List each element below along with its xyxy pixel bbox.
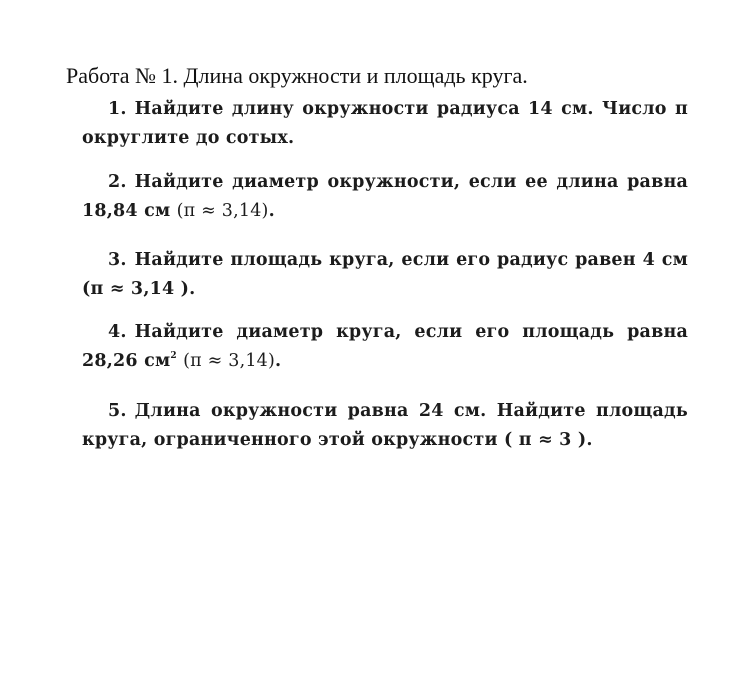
- pi-approximation: (π ≈ 3,14): [183, 351, 276, 371]
- task-text: Найдите площадь круга, если его радиус равен 4 см: [134, 250, 688, 270]
- task-number: 5.: [108, 401, 127, 421]
- task-number: 4.: [108, 322, 127, 342]
- task-number: 3.: [108, 250, 127, 270]
- task-item-1: [82, 95, 688, 153]
- task-item-5: [82, 397, 688, 455]
- page-title: Работа № 1. Длина окружности и площадь круга.: [66, 63, 528, 88]
- task-number: 1.: [108, 99, 127, 119]
- task-text: Длина окружности равна 24 см. Найдите площадь круга, ограниченного этой окружности: [82, 401, 688, 450]
- task-text: Найдите длину окружности радиуса 14 см. Число π округлите до сотых.: [82, 99, 688, 148]
- pi-approximation: (π ≈ 3,14): [176, 201, 269, 221]
- task-end: .: [268, 201, 275, 221]
- task-text: Найдите диаметр круга, если его площадь равна 28,26 см: [82, 322, 688, 371]
- task-item-3: [82, 246, 688, 304]
- superscript: 2: [170, 351, 177, 361]
- task-number: 2.: [108, 172, 127, 192]
- pi-approximation: (π ≈ 3,14 ): [82, 279, 190, 299]
- task-end: .: [586, 430, 593, 450]
- task-item-2: [82, 168, 688, 226]
- task-end: .: [189, 279, 196, 299]
- task-text: Найдите диаметр окружности, если ее длина равна 18,84 см: [82, 172, 688, 221]
- task-item-4: [82, 318, 688, 376]
- pi-approximation: ( π ≈ 3 ): [503, 430, 587, 450]
- task-end: .: [275, 351, 282, 371]
